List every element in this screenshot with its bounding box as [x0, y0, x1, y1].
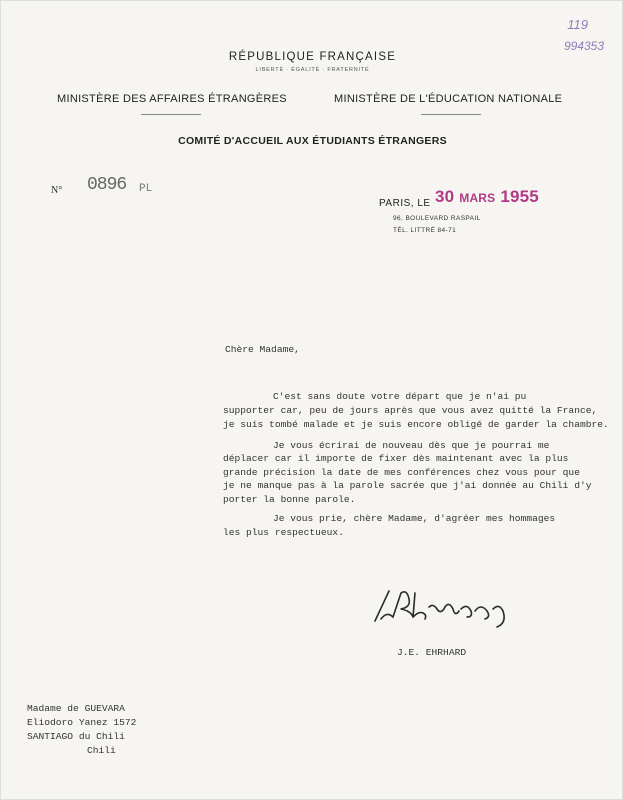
rule-left: [141, 114, 201, 115]
paragraph-1-line: je suis tombé malade et je suis encore obligé de garder la chambre.: [223, 419, 609, 430]
recipient-line: Chili: [87, 745, 116, 756]
recipient-line: Eliodoro Yanez 1572: [27, 717, 137, 728]
archive-mark-number: 994353: [563, 39, 604, 53]
letterhead-telephone: TÉL. LITTRÉ 84-71: [393, 227, 457, 234]
recipient-line: Madame de GUEVARA: [27, 703, 125, 714]
archive-mark-top: 119: [567, 17, 588, 32]
letterhead-devise: LIBERTÉ · ÉGALITÉ · FRATERNITÉ: [255, 67, 370, 73]
ministry-right: MINISTÈRE DE L'ÉDUCATION NATIONALE: [334, 93, 563, 105]
handwritten-signature: [367, 585, 517, 629]
paragraph-2-line: je ne manque pas à la parole sacrée que j'ai donnée au Chili d'y: [223, 480, 592, 491]
paragraph-2-line: grande précision la date de mes conférences chez vous pour que: [223, 467, 580, 478]
reference-number: 0896: [87, 175, 127, 195]
rule-right: [421, 114, 481, 115]
dateline-paris: PARIS, LE: [379, 198, 431, 209]
paragraph-3-line: les plus respectueux.: [223, 527, 344, 538]
paragraph-1-line: supporter car, peu de jours après que vous avez quitté la France,: [223, 405, 598, 416]
letterhead-republique: RÉPUBLIQUE FRANÇAISE: [228, 51, 397, 63]
date-stamp-year: 1955: [500, 187, 539, 206]
signatory-name: J.E. EHRHARD: [397, 647, 467, 658]
paragraph-2-line: Je vous écrirai de nouveau dès que je pourrai me: [273, 440, 550, 451]
recipient-line: SANTIAGO du Chili: [27, 731, 125, 742]
paragraph-2-line: porter la bonne parole.: [223, 494, 356, 505]
paragraph-3-line: Je vous prie, chère Madame, d'agréer mes hommages: [273, 513, 556, 524]
date-stamp-day: 30: [435, 187, 455, 206]
date-stamp-month: MARS: [459, 191, 496, 205]
ministry-left: MINISTÈRE DES AFFAIRES ÉTRANGÈRES: [57, 93, 287, 105]
letterhead-address: 96, BOULEVARD RASPAIL: [393, 215, 481, 222]
comite-heading: COMITÉ D'ACCUEIL AUX ÉTUDIANTS ÉTRANGERS: [178, 135, 447, 147]
reference-suffix: PL: [139, 183, 153, 195]
salutation: Chère Madame,: [225, 344, 300, 355]
reference-label: N°: [51, 185, 63, 196]
date-stamp: [435, 187, 539, 207]
paragraph-1-line: C'est sans doute votre départ que je n'ai pu: [273, 391, 527, 402]
paragraph-2-line: déplacer car il importe de fixer dès maintenant avec la plus: [223, 453, 569, 464]
